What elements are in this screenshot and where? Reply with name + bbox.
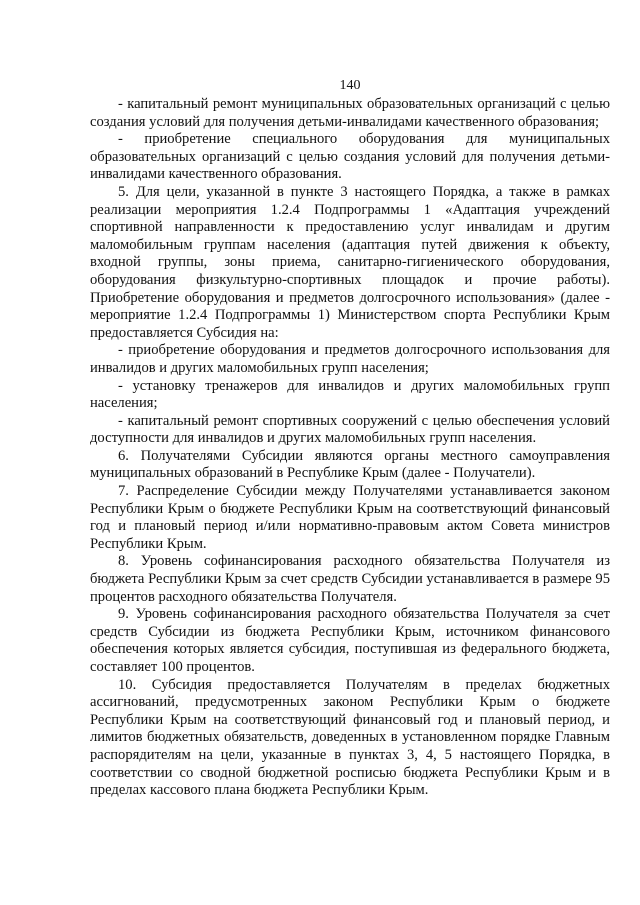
paragraph-bullet-equipment-purchase: - приобретение оборудования и предметов долгосрочного использования для инвалидов и других маломобильных групп населения;: [90, 342, 610, 376]
paragraph-bullet-capital-repair-sports: - капитальный ремонт спортивных сооружений с целью обеспечения условий доступности для инвалидов и других маломобильных групп населения.: [90, 412, 610, 447]
paragraph-bullet-capital-repair-schools: - капитальный ремонт муниципальных образовательных организаций с целью создания условий для получения детьми-инвалидами качественного образования;: [90, 96, 610, 130]
paragraph-item-7: 7. Распределение Субсидии между Получателями устанавливается законом Республики Крым о бюджете Республики Крым на соответствующий финансовый год и плановый период и/или нормативно-правовым актом Совета министров Республики Крым.: [90, 483, 610, 552]
paragraph-item-10: 10. Субсидия предоставляется Получателям в пределах бюджетных ассигнований, предусмотренных законом Республики Крым о бюджете Республики Крым на соответствующий финансовый год и плановый период, и лимитов бюджетных обязательств, доведенных в установленном порядке Главным распорядителям на цели, указанные в пунктах 3, 4, 5 настоящего Порядка, в соответствии со сводной бюджетной росписью бюджета Республики Крым и в пределах кассового плана бюджета Республики Крым.: [90, 676, 610, 799]
paragraph-item-6: 6. Получателями Субсидии являются органы местного самоуправления муниципальных образований в Республике Крым (далее - Получатели).: [90, 447, 610, 482]
document-body: [90, 96, 610, 800]
page-number: 140: [339, 78, 361, 93]
paragraph-bullet-equipment-schools: - приобретение специального оборудования для муниципальных образовательных организаций с целью создания условий для получения детьми-инвалидами качественного образования.: [90, 131, 610, 183]
paragraph-item-5: 5. Для цели, указанной в пункте 3 настоящего Порядка, а также в рамках реализации мероприятия 1.2.4 Подпрограммы 1 «Адаптация учреждений спортивной направленности к предоставлению услуг инвалидам и другим маломобильным группам населения (адаптация путей движения к объекту, входной группы, зоны приема, санитарно-гигиенического оборудования, оборудования физкультурно-спортивных площадок и прочие работы). Приобретение оборудования и предметов долгосрочного использования» (далее - мероприятие 1.2.4 Подпрограммы 1) Министерством спорта Республики Крым предоставляется Субсидия на:: [90, 183, 610, 341]
paragraph-bullet-trainers: - установку тренажеров для инвалидов и других маломобильных групп населения;: [90, 377, 610, 412]
document-page: [90, 0, 610, 905]
paragraph-item-9: 9. Уровень софинансирования расходного обязательства Получателя за счет средств Субсидии из бюджета Республики Крым, источником финансового обеспечения которых является субсидия, поступившая из федерального бюджета, составляет 100 процентов.: [90, 606, 610, 675]
paragraph-item-8: 8. Уровень софинансирования расходного обязательства Получателя из бюджета Республики Крым за счет средств Субсидии устанавливается в размере 95 процентов расходного обязательства Получателя.: [90, 553, 610, 605]
